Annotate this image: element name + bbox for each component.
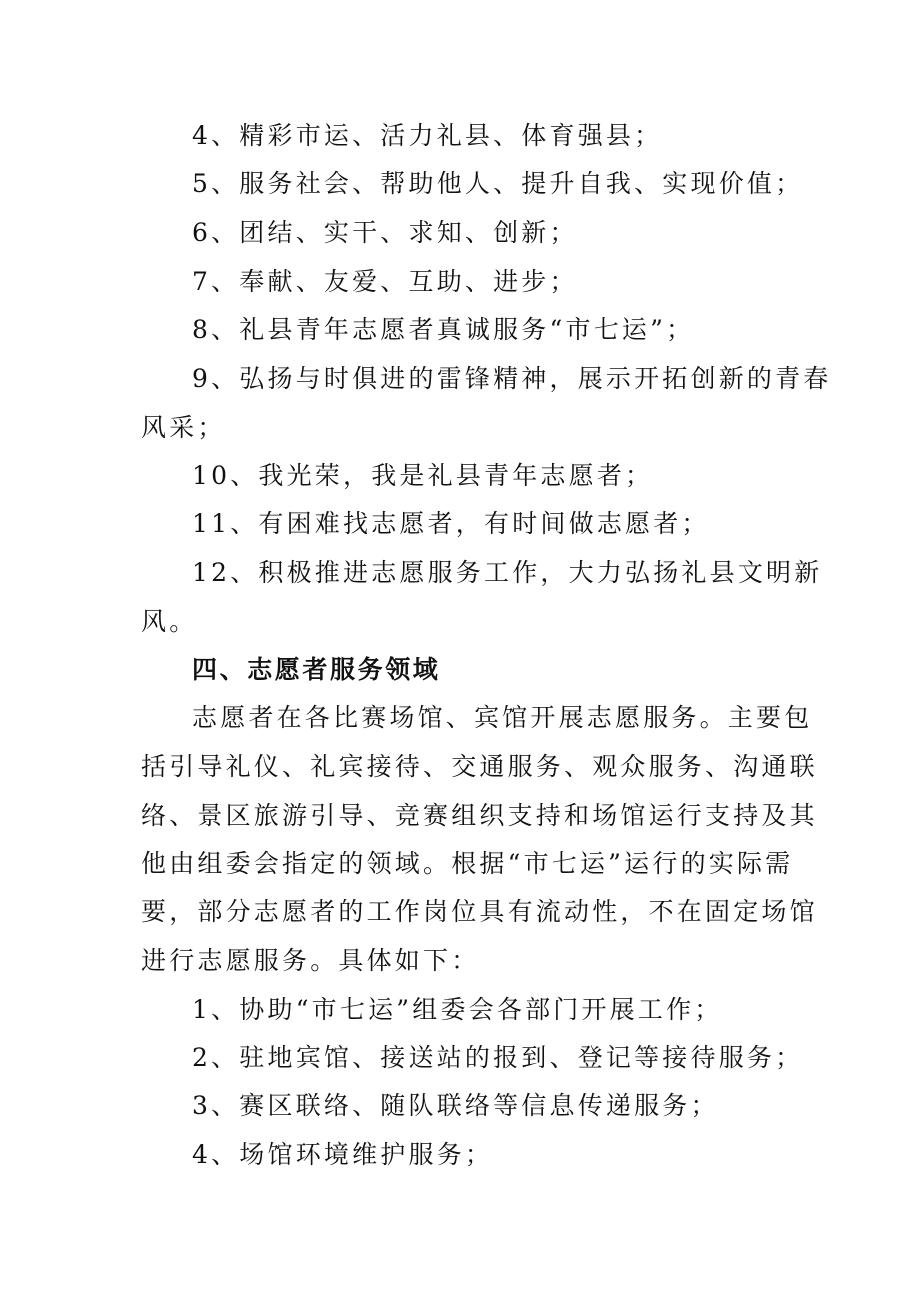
slogan-item-6: 6、团结、实干、求知、创新； — [192, 218, 578, 247]
slogan-item-8: 8、礼县青年志愿者真诚服务“市七运”； — [192, 315, 695, 344]
service-item-4: 4、场馆环境维护服务； — [192, 1140, 494, 1169]
body-paragraph-line: 要，部分志愿者的工作岗位具有流动性，不在固定场馆 — [141, 897, 818, 926]
body-paragraph-line: 志愿者在各比赛场馆、宾馆开展志愿服务。主要包 — [192, 703, 813, 732]
service-item-1: 1、协助“市七运”组委会各部门开展工作； — [192, 995, 723, 1024]
body-paragraph-line: 他由组委会指定的领域。根据“市七运”运行的实际需 — [141, 849, 794, 878]
slogan-item-7: 7、奉献、友爱、互助、进步； — [192, 267, 578, 296]
section-heading: 四、志愿者服务领域 — [192, 655, 441, 684]
slogan-item-12: 12、积极推进志愿服务工作，大力弘扬礼县文明新 — [192, 558, 823, 587]
body-paragraph-line: 络、景区旅游引导、竞赛组织支持和场馆运行支持及其 — [141, 801, 818, 830]
slogan-item-10: 10、我光荣，我是礼县青年志愿者； — [192, 461, 654, 490]
slogan-item-4: 4、精彩市运、活力礼县、体育强县； — [192, 121, 663, 150]
slogan-item-9-continued: 风采； — [141, 413, 226, 442]
body-paragraph-line: 进行志愿服务。具体如下： — [141, 946, 480, 975]
slogan-item-9: 9、弘扬与时俱进的雷锋精神，展示开拓创新的青春 — [192, 364, 832, 393]
body-paragraph-line: 括引导礼仪、礼宾接待、交通服务、观众服务、沟通联 — [141, 752, 818, 781]
slogan-item-5: 5、服务社会、帮助他人、提升自我、实现价值； — [192, 169, 804, 198]
service-item-2: 2、驻地宾馆、接送站的报到、登记等接待服务； — [192, 1043, 804, 1072]
slogan-item-12-continued: 风。 — [141, 607, 198, 636]
slogan-item-11: 11、有困难找志愿者，有时间做志愿者； — [192, 509, 710, 538]
service-item-3: 3、赛区联络、随队联络等信息传递服务； — [192, 1091, 719, 1120]
